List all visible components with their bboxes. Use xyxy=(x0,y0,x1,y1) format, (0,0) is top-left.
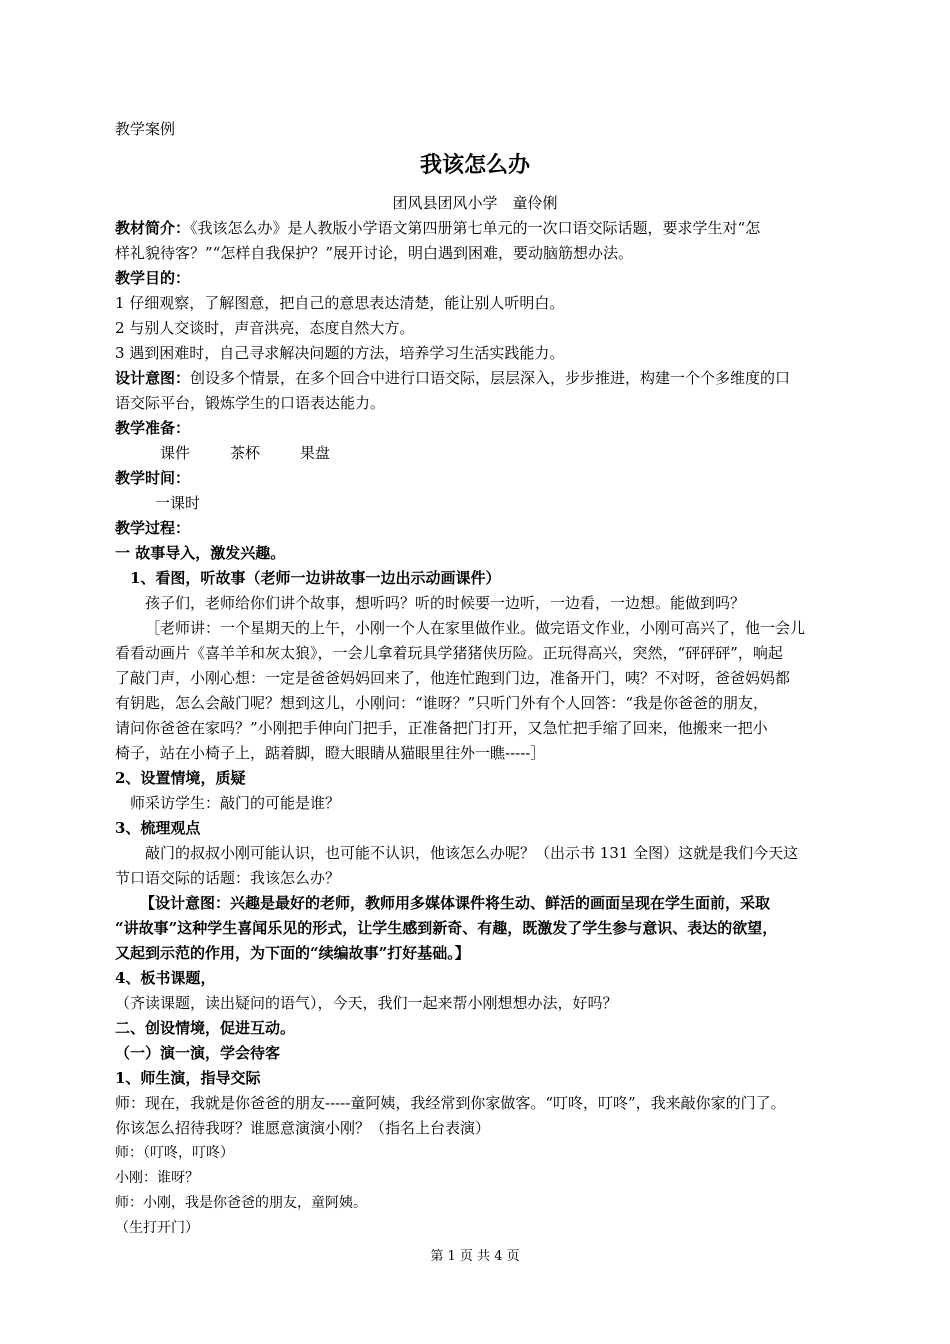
story-line-4: 有钥匙，怎么会敲门呢？想到这儿，小刚问：“谁呀？”只听门外有个人回答：“我是你爸爸的朋友， xyxy=(115,694,769,712)
section-4-text: （齐读课题，读出疑问的语气），今天，我们一起来帮小刚想想办法，好吗？ xyxy=(115,994,618,1012)
section-2-heading: 2、设置情境，质疑 xyxy=(115,769,246,787)
story-line-2: 看看动画片《喜羊羊和灰太狼》，一会儿拿着玩具学猪猪侠历险。正玩得高兴，突然，“砰砰砰”，响起 xyxy=(115,644,783,662)
goal-item-2: 2 与别人交谈时，声音洪亮，态度自然大方。 xyxy=(115,319,415,337)
part-2-step-1: 1、师生演，指导交际 xyxy=(115,1069,261,1087)
design-label: 设计意图： xyxy=(115,369,191,387)
section-1-paragraph: 孩子们，老师给你们讲个故事，想听吗？听的时候要一边听，一边看，一边想。能做到吗？ xyxy=(145,594,746,612)
story-line-6: 椅子，站在小椅子上，踮着脚，瞪大眼睛从猫眼里往外一瞧-----］ xyxy=(115,744,546,762)
prep-heading: 教学准备： xyxy=(115,419,191,437)
dialogue-line-4: （生打开门） xyxy=(115,1220,199,1236)
section-3-heading: 3、梳理观点 xyxy=(115,819,201,837)
goal-item-3: 3 遇到困难时，自己寻求解决问题的方法，培养学习生活实践能力。 xyxy=(115,344,565,362)
intro-text-1: 《我该怎么办》是人教版小学语文第四册第七单元的一次口语交际话题，要求学生对“怎 xyxy=(190,219,761,237)
page-footer: 第 1 页 共 4 页 xyxy=(430,1249,520,1264)
goal-item-1: 1 仔细观察，了解图意，把自己的意思表达清楚，能让别人听明白。 xyxy=(115,294,565,312)
design-line-1 xyxy=(115,366,790,390)
document-title: 我该怎么办 xyxy=(419,152,530,178)
section-3-line-1: 敲门的叔叔小刚可能认识，也可能不认识，他该怎么办呢？（出示书 131 全图）这就是我们今天这 xyxy=(145,844,799,862)
time-value: 一课时 xyxy=(155,494,201,512)
header-label: 教学案例 xyxy=(115,120,176,138)
dialogue-line-1: 师：（叮咚，叮咚） xyxy=(115,1145,234,1161)
part-2-line-2: 你该怎么招待我呀？谁愿意演演小刚？（指名上台表演） xyxy=(115,1119,491,1137)
design-text-1: 创设多个情景，在多个回合中进行口语交际，层层深入，步步推进，构建一个个多维度的口 xyxy=(190,369,791,387)
design-line-2: 语交际平台，锻炼学生的口语表达能力。 xyxy=(115,394,386,412)
part-2-line-1: 师：现在，我就是你爸爸的朋友-----童阿姨，我经常到你家做客。“叮咚，叮咚”，我来敲你家的门了。 xyxy=(115,1094,786,1112)
prep-item-courseware: 课件 xyxy=(160,444,191,462)
dialogue-line-3: 师：小刚，我是你爸爸的朋友，童阿姨。 xyxy=(115,1195,367,1211)
section-4-heading: 4、板书课题， xyxy=(115,969,216,987)
author-line: 团风县团风小学 童伶俐 xyxy=(392,194,558,212)
prep-item-teacup: 茶杯 xyxy=(230,444,261,462)
design-note-line-1: 【设计意图：兴趣是最好的老师，教师用多媒体课件将生动、鲜活的画面呈现在学生面前，采取 xyxy=(140,894,771,912)
story-line-3: 了敲门声，小刚心想：一定是爸爸妈妈回来了，他连忙跑到门边，准备开门，咦？不对呀，爸爸妈妈都 xyxy=(115,669,791,687)
time-heading: 教学时间： xyxy=(115,469,191,487)
section-3-line-2: 节口语交际的话题：我该怎么办？ xyxy=(115,869,341,887)
prep-item-fruit-plate: 果盘 xyxy=(300,444,331,462)
prep-items xyxy=(160,441,370,465)
part-2-heading: 二、创设情境，促进互动。 xyxy=(115,1019,296,1037)
part-2-subheading: （一）演一演，学会待客 xyxy=(115,1044,281,1062)
intro-label: 教材简介： xyxy=(115,219,191,237)
dialogue-line-2: 小刚：谁呀？ xyxy=(115,1170,199,1186)
story-line-5: 请问你爸爸在家吗？”小刚把手伸向门把手，正准备把门打开，又急忙把手缩了回来，他搬来一把小 xyxy=(115,719,768,737)
intro-line-1 xyxy=(115,216,760,240)
intro-line-2: 样礼貌待客？”“怎样自我保护？”展开讨论，明白遇到困难，要动脑筋想办法。 xyxy=(115,244,634,262)
goals-heading: 教学目的： xyxy=(115,269,191,287)
design-note-line-3: 又起到示范的作用，为下面的“续编故事”打好基础。】 xyxy=(115,944,470,962)
design-note-line-2: “讲故事”这种学生喜闻乐见的形式，让学生感到新奇、有趣，既激发了学生参与意识、表达的欲望， xyxy=(115,919,778,937)
section-1-heading: 一 故事导入，激发兴趣。 xyxy=(115,544,286,562)
story-line-1: ［老师讲：一个星期天的上午，小刚一个人在家里做作业。做完语文作业，小刚可高兴了，他一会儿 xyxy=(145,619,806,637)
process-heading: 教学过程： xyxy=(115,519,191,537)
section-2-text: 师采访学生：敲门的可能是谁？ xyxy=(130,794,341,812)
section-1-1-heading: 1、看图，听故事（老师一边讲故事一边出示动画课件） xyxy=(130,569,501,587)
